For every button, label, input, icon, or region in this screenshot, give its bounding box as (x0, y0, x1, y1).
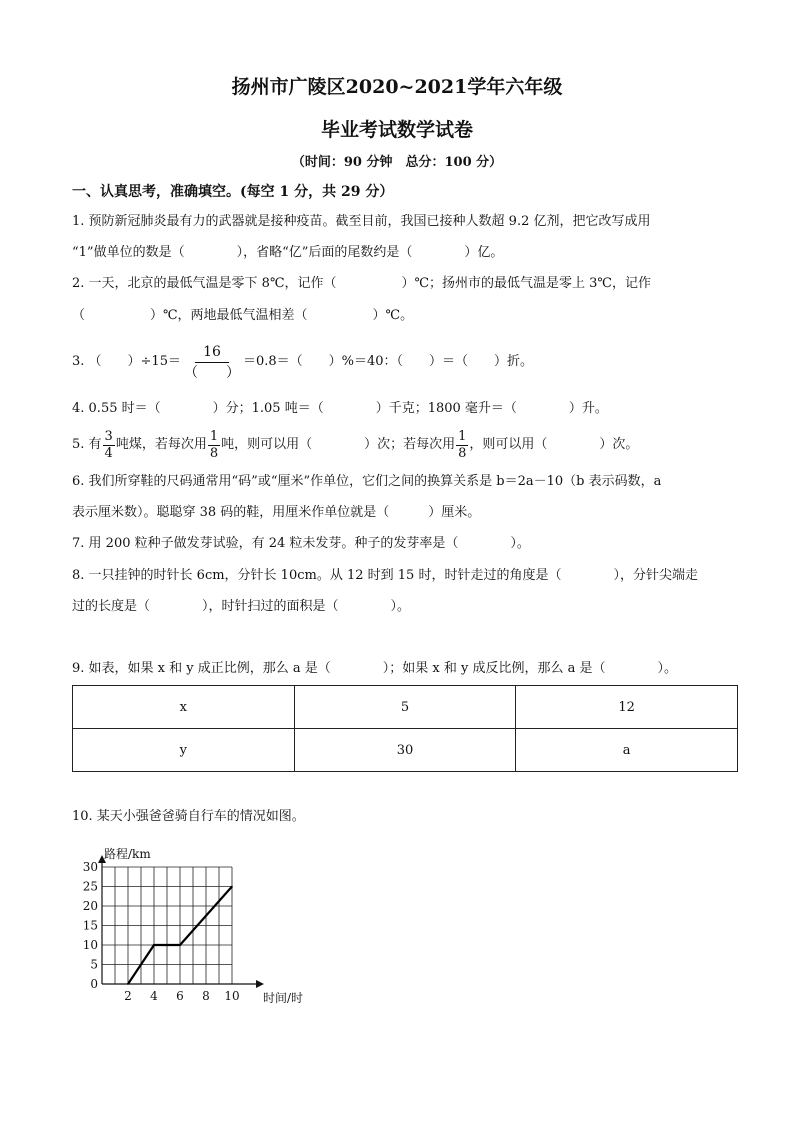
q5-part4: ，则可以用（ ）次。 (469, 437, 639, 452)
x-axis-label: 时间/时 (263, 991, 304, 1005)
y-tick-label: 0 (90, 977, 98, 991)
chart-axes (98, 855, 264, 988)
q9-text: 9. 如表，如果 x 和 y 成正比例，那么 a 是（ ）；如果 x 和 y 成反比例，那么 a 是（ ）。 (72, 661, 677, 676)
data-point (231, 886, 233, 888)
q3-frac-den: （ ） (183, 364, 240, 381)
x-tick-label: 2 (124, 989, 132, 1003)
exam-info: （时间：90 分钟 总分：100 分） (291, 155, 503, 170)
x-tick-label: 6 (176, 989, 184, 1003)
q5-frac3-den: 8 (458, 445, 467, 461)
q7: 7. 用 200 粒种子做发芽试验，有 24 粒未发芽。种子的发芽率是（ ）。 (72, 536, 530, 551)
q5-fraction2 (208, 429, 220, 462)
q2-line1: 2. 一天，北京的最低气温是零下 8℃，记作（ ）℃；扬州市的最低气温是零上 3℃，记作 (72, 276, 651, 291)
x-tick-label: 10 (224, 989, 240, 1003)
y-tick-label: 10 (82, 938, 98, 952)
q3-suffix: ＝0.8＝（ ）%＝40：（ ）＝（ ）折。 (242, 354, 534, 369)
table-cell: 5 (294, 686, 516, 729)
q9-table (72, 685, 738, 772)
q6-line2: 表示厘米数）。聪聪穿 38 码的鞋，用厘米作单位就是（ ）厘米。 (72, 505, 481, 520)
table-cell: 30 (294, 729, 516, 772)
y-tick-label: 5 (90, 957, 98, 972)
y-tick-label: 20 (82, 899, 98, 913)
table-row (73, 686, 738, 729)
y-tick-label: 25 (82, 879, 98, 894)
q5-frac2-den: 8 (209, 445, 219, 461)
q3 (72, 341, 533, 383)
q5-fraction3 (456, 429, 468, 462)
q8-line1: 8. 一只挂钟的时针长 6cm，分针长 10cm。从 12 时到 15 时，时针走过的角度是（ ），分针尖端走 (72, 568, 698, 583)
data-point (127, 983, 129, 985)
q5-part1: 5. 有 (72, 437, 102, 452)
exam-title-line2: 毕业考试数学试卷 (320, 119, 473, 141)
q5-frac1-den: 4 (104, 445, 113, 461)
q5 (72, 426, 638, 464)
q5-part3: 吨，则可以用（ ）次；若每次用 (221, 437, 456, 452)
exam-title-line1: 扬州市广陵区2020~2021学年六年级 (231, 76, 563, 98)
table-cell: x (73, 686, 295, 729)
q8-line2: 过的长度是（ ），时针扫过的面积是（ ）。 (72, 599, 411, 614)
q6-line1: 6. 我们所穿鞋的尺码通常用“码”或“厘米”作单位，它们之间的换算关系是 b＝2a－10（b 表示码数，a (72, 474, 662, 489)
table-row (73, 729, 738, 772)
x-tick-label: 4 (150, 989, 158, 1003)
section1-heading: 一、认真思考，准确填空。(每空 1 分，共 29 分） (72, 184, 394, 200)
q2-line2: （ ）℃，两地最低气温相差（ ）℃。 (72, 308, 414, 323)
q1-line2: “1”做单位的数是（ ），省略“亿”后面的尾数约是（ ）亿。 (72, 245, 504, 260)
table-cell: 12 (516, 686, 738, 729)
q3-prefix: 3. （ ）÷15＝ (72, 354, 181, 369)
q4: 4. 0.55 时＝（ ）分；1.05 吨＝（ ）千克；1800 毫升＝（ ）升。 (72, 401, 608, 416)
q10-text: 10. 某天小强爸爸骑自行车的情况如图。 (72, 809, 305, 824)
data-point (153, 944, 155, 946)
x-axis-arrow (256, 980, 264, 988)
q5-part2: 吨煤，若每次用 (115, 437, 207, 452)
q3-frac-num: 16 (195, 342, 229, 363)
q5-fraction1 (103, 429, 115, 462)
y-tick-label: 15 (82, 918, 98, 933)
table-cell: y (73, 729, 295, 772)
table-cell: a (516, 729, 738, 772)
q5-frac3-num: 1 (458, 428, 467, 444)
q1-line1: 1. 预防新冠肺炎最有力的武器就是接种疫苗。截至目前，我国已接种人数超 9.2 亿剂，把它改写成用 (72, 214, 651, 229)
chart-grid (102, 867, 232, 984)
y-axis-label: 路程/km (104, 847, 151, 861)
chart-ticks (83, 860, 240, 1003)
x-tick-label: 8 (202, 989, 210, 1003)
q5-frac2-num: 1 (209, 428, 219, 444)
q3-fraction (182, 342, 242, 383)
y-tick-label: 30 (82, 860, 98, 874)
data-point (179, 944, 181, 946)
q5-frac1-num: 3 (104, 428, 113, 444)
distance-time-chart (70, 838, 330, 1018)
